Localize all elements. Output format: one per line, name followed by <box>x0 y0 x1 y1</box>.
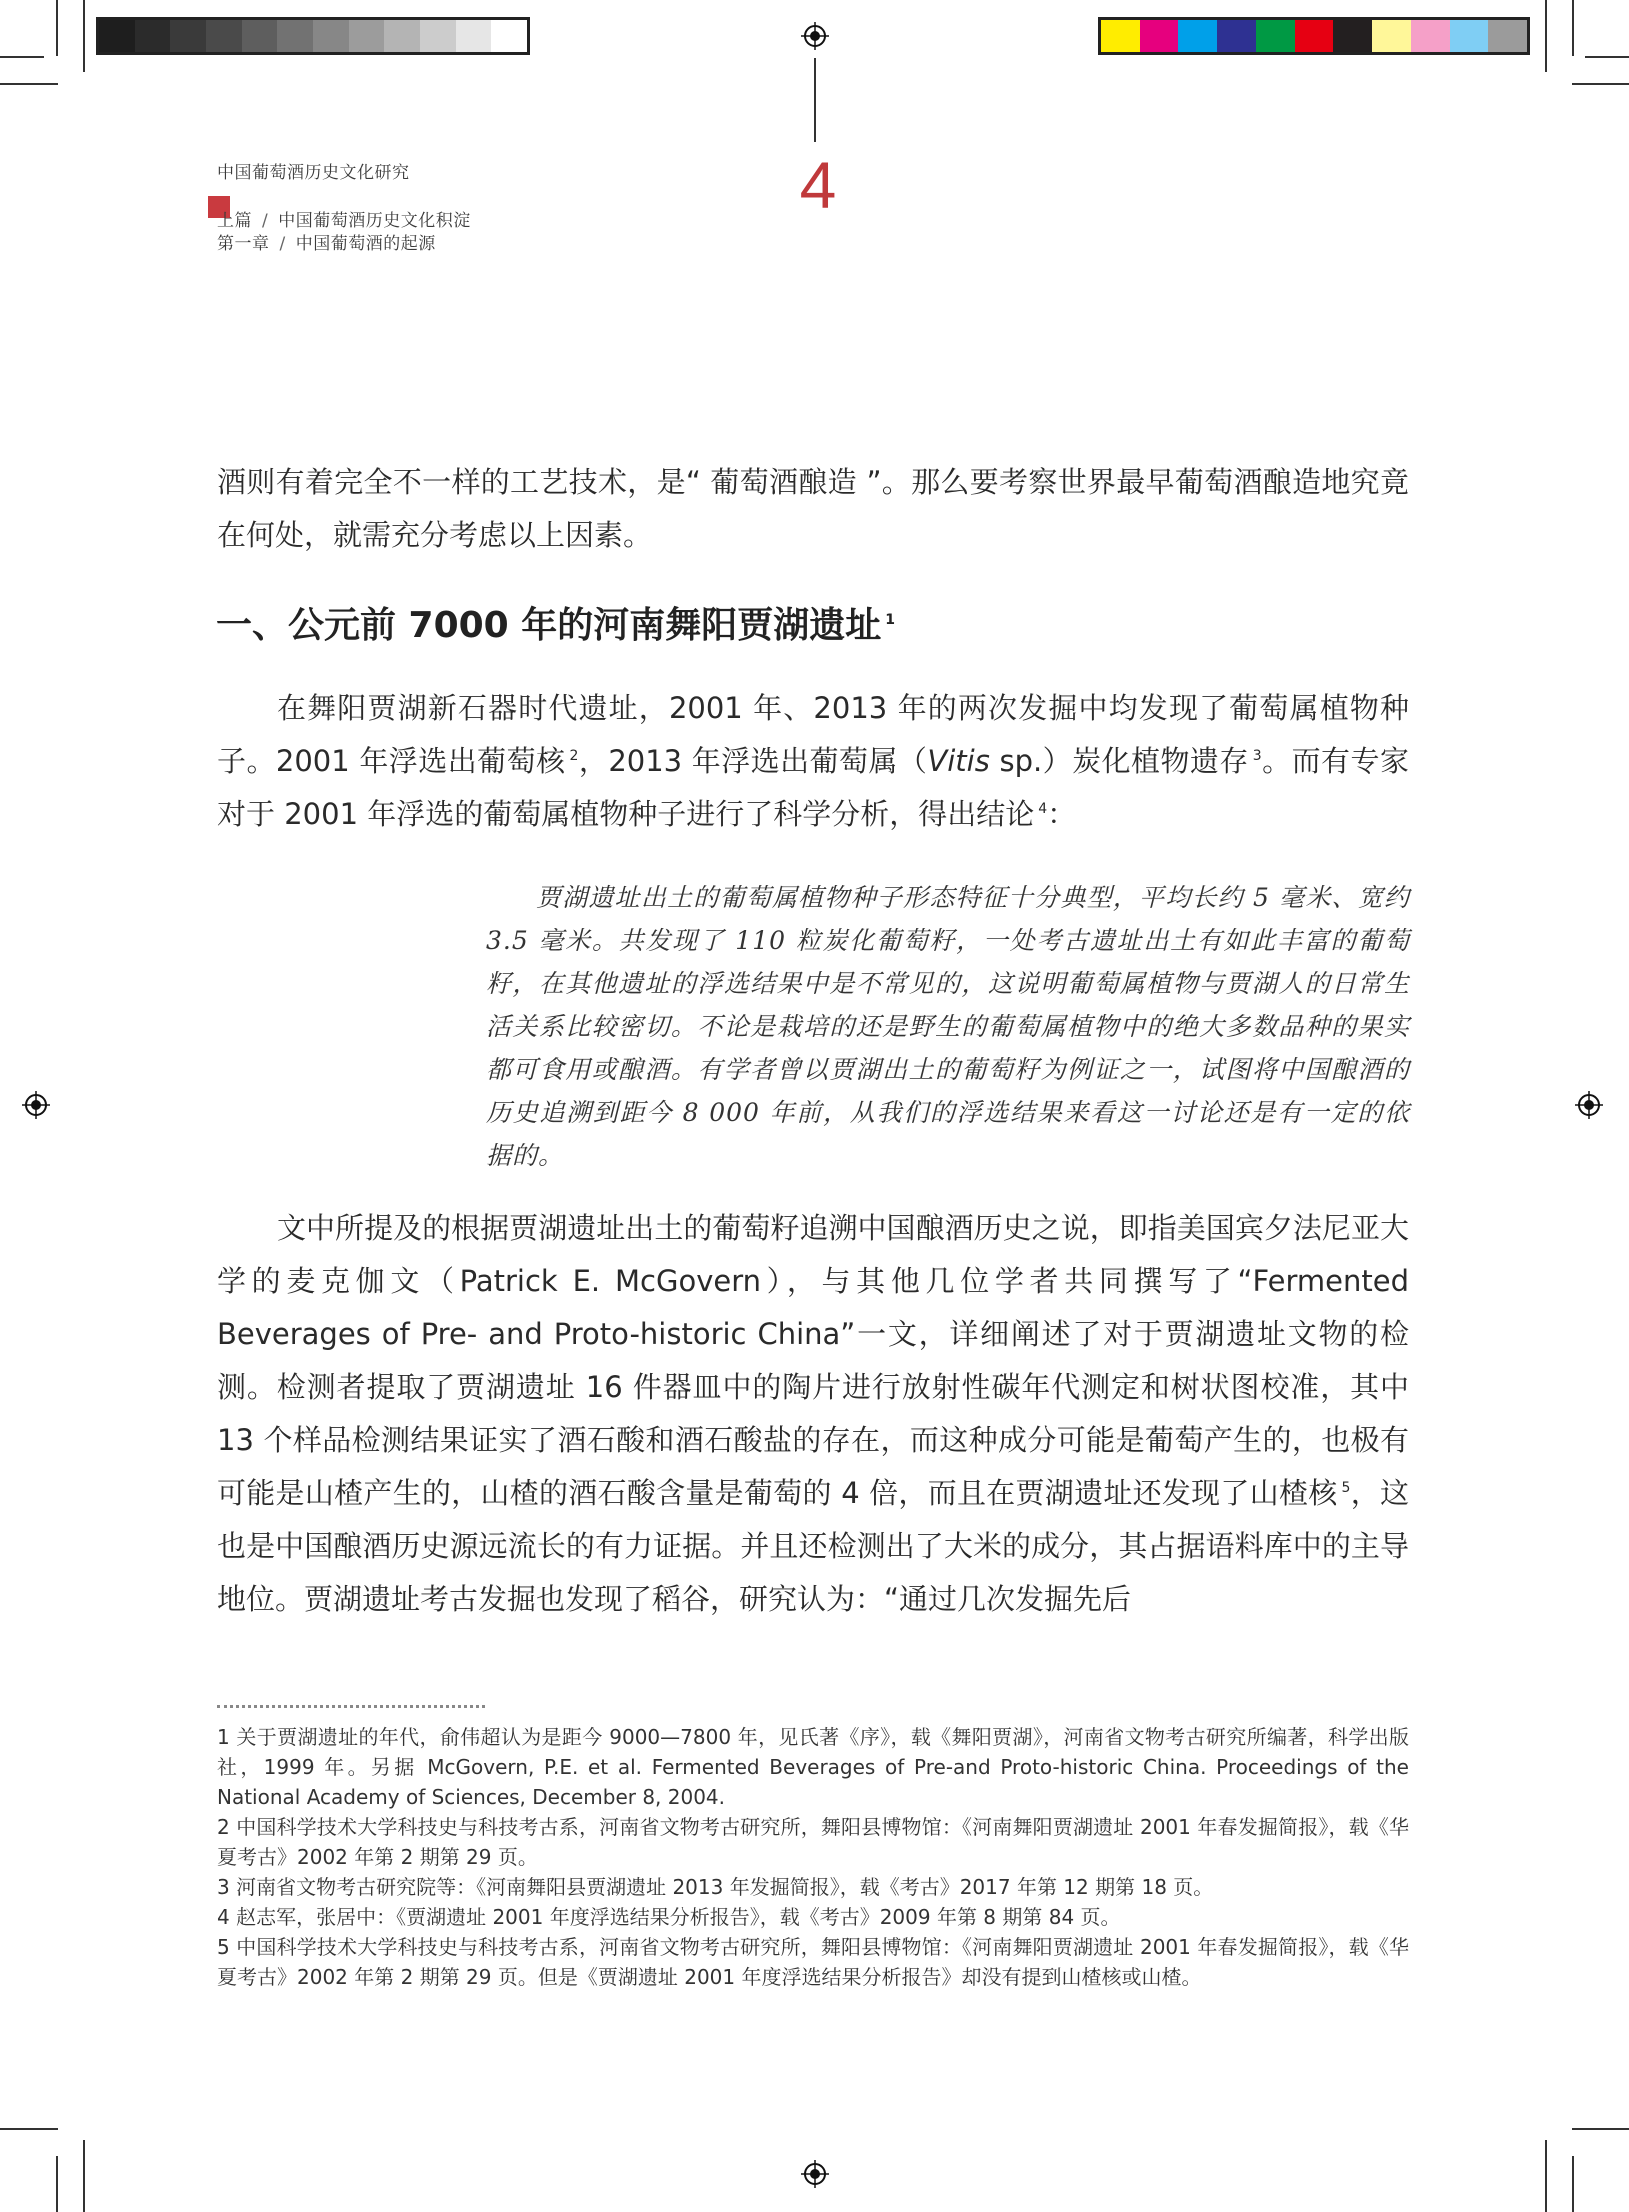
crop-mark <box>1572 0 1574 56</box>
footnotes <box>217 1722 1409 1992</box>
registration-mark-icon <box>1575 1091 1603 1119</box>
color-swatch <box>1488 20 1527 52</box>
crop-mark <box>814 58 816 142</box>
gray-swatch <box>242 20 278 52</box>
footnote: 3 河南省文物考古研究院等：《河南舞阳县贾湖遗址 2013 年发掘简报》，载《考古》2017 年第 12 期第 18 页。 <box>217 1875 1214 1899</box>
footnote-divider <box>217 1705 485 1708</box>
text-run: 文中所提及的根据贾湖遗址出土的葡萄籽追溯中国酿酒历史之说，即指美国宾夕法尼亚大学的麦克伽文（Patrick E. McGovern），与其他几位学者共同撰写了“Fermented Beverages of Pre- and Proto-historic China”一文，详细阐述了对于贾湖遗址文物的检测。检测者提取了贾湖遗址 16 件器皿中的陶片进行放射性碳年代测定和树状图校准，其中 13 个样品检测结果证实了酒石酸和酒石酸盐的存在，而这种成分可能是葡萄产生的，也极有可能是山楂产生的，山楂的酒石酸含量是葡萄的 4 倍，而且在贾湖遗址还发现了山楂核 <box>217 1211 1409 1510</box>
gray-swatch <box>384 20 420 52</box>
crop-mark <box>0 56 44 58</box>
gray-swatch <box>420 20 456 52</box>
paragraph-2 <box>217 1202 1409 1626</box>
footnote-ref[interactable]: 4 <box>1038 801 1048 818</box>
breadcrumb-separator: / <box>279 234 286 254</box>
chapter-label: 第一章 <box>217 234 270 254</box>
crop-mark <box>83 2140 85 2212</box>
color-swatch <box>1450 20 1489 52</box>
gray-swatch <box>349 20 385 52</box>
crop-mark <box>56 2156 58 2212</box>
color-calibration-bar <box>1098 17 1530 55</box>
text-run: sp.）炭化植物遗存 <box>989 744 1249 778</box>
crop-mark <box>0 83 58 85</box>
part-title: 中国葡萄酒历史文化积淀 <box>278 211 471 231</box>
color-swatch <box>1333 20 1372 52</box>
crop-mark <box>1572 83 1629 85</box>
species-name: Vitis <box>927 744 990 778</box>
text-run: 在舞阳贾湖新石器时代遗址，2001 年、2013 年的两次发掘中均发现了葡萄属植物种子。2001 年浮选出葡萄核 <box>217 691 1409 778</box>
gray-swatch <box>135 20 171 52</box>
footnote-ref[interactable]: 3 <box>1252 748 1262 765</box>
color-swatch <box>1256 20 1295 52</box>
crop-mark <box>1572 2128 1629 2130</box>
gray-swatch <box>491 20 527 52</box>
footnote: 2 中国科学技术大学科技史与科技考古系，河南省文物考古研究所，舞阳县博物馆：《河南舞阳贾湖遗址 2001 年春发掘简报》，载《华夏考古》2002 年第 2 期第 29 页。 <box>217 1815 1409 1869</box>
text-run: 。而有专家对于 2001 年浮选的葡萄属植物种子进行了科学分析，得出结论 <box>217 744 1409 831</box>
crop-mark <box>0 2128 58 2130</box>
text-run: ，这也是中国酿酒历史源远流长的有力证据。并且还检测出了大米的成分，其占据语料库中的主导地位。贾湖遗址考古发掘也发现了稻谷，研究认为：“通过几次发掘先后 <box>217 1476 1409 1616</box>
section-heading <box>216 597 895 648</box>
crop-mark <box>56 0 58 56</box>
color-swatch <box>1372 20 1411 52</box>
color-swatch <box>1140 20 1179 52</box>
grayscale-calibration-bar <box>96 17 530 55</box>
footnote: 4 赵志军，张居中：《贾湖遗址 2001 年度浮选结果分析报告》，载《考古》2009 年第 8 期第 84 页。 <box>217 1905 1121 1929</box>
color-swatch <box>1178 20 1217 52</box>
crop-mark <box>83 0 85 72</box>
crop-mark <box>1545 0 1547 72</box>
registration-mark-icon <box>22 1091 50 1119</box>
gray-swatch <box>170 20 206 52</box>
part-label: 上篇 <box>217 211 252 231</box>
crop-mark <box>1585 56 1629 58</box>
color-swatch <box>1217 20 1256 52</box>
footnote: 5 中国科学技术大学科技史与科技考古系，河南省文物考古研究所，舞阳县博物馆：《河南舞阳贾湖遗址 2001 年春发掘简报》，载《华夏考古》2002 年第 2 期第 29 页。但是《贾湖遗址 2001 年度浮选结果分析报告》却没有提到山楂核或山楂。 <box>217 1935 1409 1989</box>
gray-swatch <box>99 20 135 52</box>
registration-mark-icon <box>801 22 829 50</box>
breadcrumb-chapter <box>217 229 436 254</box>
section-heading-text: 一、公元前 7000 年的河南舞阳贾湖遗址 <box>216 605 882 646</box>
footnote: 1 关于贾湖遗址的年代，俞伟超认为是距今 9000—7800 年，见氏著《序》，载《舞阳贾湖》，河南省文物考古研究所编著，科学出版社，1999 年。另据 McGovern, P.E. et al. Fermented Beverages of Pre-and Proto-historic China. Proceedings of the National Academy of Sciences, December 8, 2004. <box>217 1725 1409 1809</box>
color-swatch <box>1101 20 1140 52</box>
gray-swatch <box>277 20 313 52</box>
text-run: ，2013 年浮选出葡萄属（ <box>578 744 928 778</box>
color-swatch <box>1411 20 1450 52</box>
breadcrumb-part <box>217 206 471 231</box>
chapter-title: 中国葡萄酒的起源 <box>295 234 436 254</box>
color-swatch <box>1295 20 1334 52</box>
page-number: 4 <box>799 148 837 222</box>
crop-mark <box>1572 2156 1574 2212</box>
gray-swatch <box>206 20 242 52</box>
registration-mark-icon <box>801 2160 829 2188</box>
gray-swatch <box>313 20 349 52</box>
footnote-ref[interactable]: 5 <box>1341 1480 1351 1497</box>
footnote-ref[interactable]: 1 <box>885 612 896 628</box>
crop-mark <box>1545 2140 1547 2212</box>
block-quote: 贾湖遗址出土的葡萄属植物种子形态特征十分典型，平均长约 5 毫米、宽约 3.5 毫米。共发现了 110 粒炭化葡萄籽，一处考古遗址出土有如此丰富的葡萄籽，在其他遗址的浮选结果中是不常见的，这说明葡萄属植物与贾湖人的日常生活关系比较密切。不论是栽培的还是野生的葡萄属植物中的绝大多数品种的果实都可食用或酿酒。有学者曾以贾湖出土的葡萄籽为例证之一，试图将中国酿酒的历史追溯到距今 8 000 年前，从我们的浮选结果来看这一讨论还是有一定的依据的。 <box>486 883 1410 1170</box>
gray-swatch <box>456 20 492 52</box>
intro-paragraph: 酒则有着完全不一样的工艺技术，是“ 葡萄酒酿造 ”。那么要考察世界最早葡萄酒酿造地究竟在何处，就需充分考虑以上因素。 <box>217 465 1409 552</box>
book-title: 中国葡萄酒历史文化研究 <box>217 163 410 183</box>
paragraph-1 <box>217 682 1409 841</box>
text-run: ： <box>1047 797 1077 831</box>
footnote-ref[interactable]: 2 <box>569 748 579 765</box>
breadcrumb-separator: / <box>262 211 269 231</box>
